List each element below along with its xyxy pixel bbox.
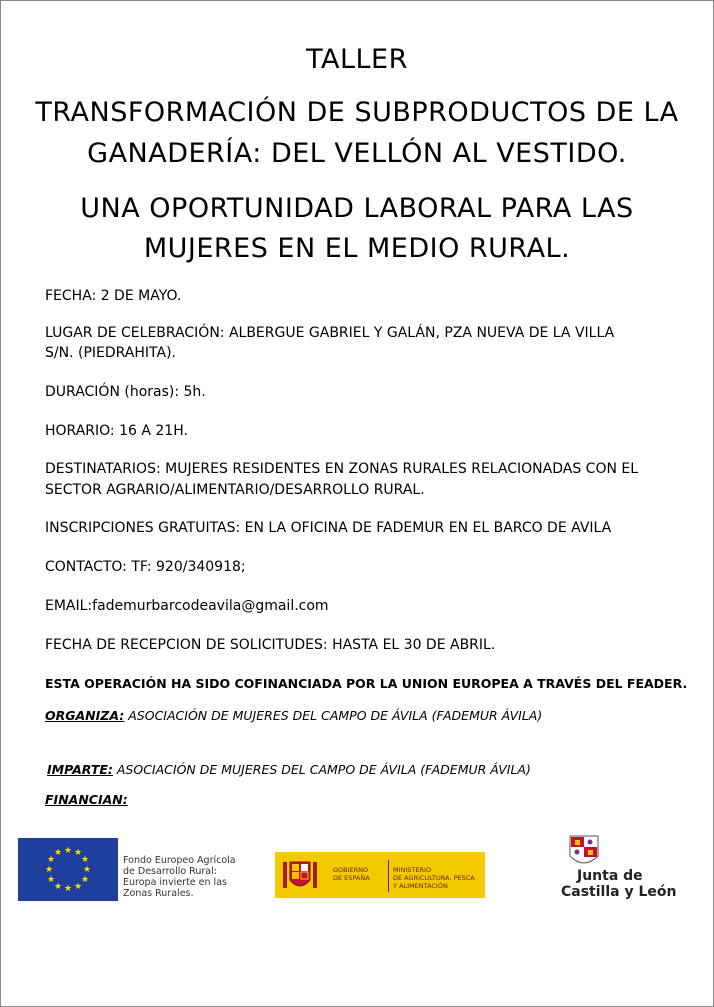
gobierno-text xyxy=(333,866,370,882)
junta-text xyxy=(561,868,676,900)
feader-caption-line: Europa invierte en las xyxy=(123,877,227,888)
feader-caption xyxy=(123,855,236,899)
castilla-leon-shield-icon xyxy=(566,834,602,870)
title-line-1: TRANSFORMACIÓN DE SUBPRODUCTOS DE LA xyxy=(35,97,679,128)
logo-divider xyxy=(388,860,389,892)
svg-text:★: ★ xyxy=(53,848,63,858)
svg-text:★: ★ xyxy=(63,846,73,856)
feader-caption-line: Fondo Europeo Agrícola xyxy=(123,855,236,866)
destinatarios-line-1: DESTINATARIOS: MUJERES RESIDENTES EN ZONAS RURALES RELACIONADAS CON EL xyxy=(45,461,639,477)
lugar-line-2: S/N. (PIEDRAHITA). xyxy=(45,345,176,361)
svg-text:★: ★ xyxy=(82,865,92,875)
inscripciones-text: INSCRIPCIONES GRATUITAS: EN LA OFICINA DE FADEMUR EN EL BARCO DE AVILA xyxy=(45,520,612,536)
imparte-label: IMPARTE: xyxy=(47,762,113,777)
organiza-row xyxy=(45,708,542,723)
ministerio-line: MINISTERIO xyxy=(393,866,432,874)
svg-text:★: ★ xyxy=(73,882,83,892)
svg-text:★: ★ xyxy=(80,855,90,865)
destinatarios-line-2: SECTOR AGRARIO/ALIMENTARIO/DESARROLLO RURAL. xyxy=(45,482,425,498)
subtitle-line-1: UNA OPORTUNIDAD LABORAL PARA LAS xyxy=(80,193,634,224)
subtitle-line-2: MUJERES EN EL MEDIO RURAL. xyxy=(143,233,571,264)
junta-line-1: Junta de xyxy=(577,868,643,884)
svg-text:★: ★ xyxy=(73,848,83,858)
organiza-label: ORGANIZA: xyxy=(45,708,125,723)
svg-text:★: ★ xyxy=(46,855,56,865)
title-line-2: GANADERÍA: DEL VELLÓN AL VESTIDO. xyxy=(87,138,627,169)
svg-text:★: ★ xyxy=(63,884,73,894)
svg-text:★: ★ xyxy=(80,875,90,885)
ministerio-line: Y ALIMENTACIÓN xyxy=(393,882,448,890)
financian-label: FINANCIAN: xyxy=(45,792,128,807)
imparte-row xyxy=(47,762,531,777)
spain-coat-of-arms-icon xyxy=(281,856,319,894)
gobierno-espana-logo xyxy=(275,852,485,898)
gobierno-line: GOBIERNO xyxy=(333,866,369,874)
horario-text: HORARIO: 16 A 21H. xyxy=(45,423,188,439)
recepcion-text: FECHA DE RECEPCION DE SOLICITUDES: HASTA EL 30 DE ABRIL. xyxy=(45,637,496,653)
svg-text:★: ★ xyxy=(44,865,54,875)
eu-flag-logo xyxy=(18,838,118,901)
ministerio-text xyxy=(393,866,475,890)
contacto-text: CONTACTO: TF: 920/340918; xyxy=(45,559,246,575)
feader-caption-line: Zonas Rurales. xyxy=(123,888,194,899)
svg-text:★: ★ xyxy=(53,882,63,892)
lugar-line-1: LUGAR DE CELEBRACIÓN: ALBERGUE GABRIEL Y GALÁN, PZA NUEVA DE LA VILLA xyxy=(45,325,615,341)
gobierno-line: DE ESPAÑA xyxy=(333,874,370,882)
fecha-text: FECHA: 2 DE MAYO. xyxy=(45,288,182,304)
organiza-value: ASOCIACIÓN DE MUJERES DEL CAMPO DE ÁVILA (FADEMUR ÁVILA) xyxy=(124,708,543,723)
eu-stars-icon xyxy=(18,838,118,901)
ministerio-line: DE AGRICULTURA, PESCA xyxy=(393,874,475,882)
email-link[interactable]: EMAIL:fademurbarcodeavila@gmail.com xyxy=(45,598,329,614)
duracion-text: DURACIÓN (horas): 5h. xyxy=(45,384,206,400)
imparte-value: ASOCIACIÓN DE MUJERES DEL CAMPO DE ÁVILA (FADEMUR ÁVILA) xyxy=(112,762,531,777)
cofinanciada-text: ESTA OPERACIÓN HA SIDO COFINANCIADA POR LA UNION EUROPEA A TRAVÉS DEL FEADER. xyxy=(45,676,688,691)
junta-line-2: Castilla y León xyxy=(561,884,677,900)
feader-caption-line: de Desarrollo Rural: xyxy=(123,866,217,877)
taller-heading: TALLER xyxy=(306,44,408,75)
svg-text:★: ★ xyxy=(46,875,56,885)
financian-row xyxy=(45,792,128,807)
